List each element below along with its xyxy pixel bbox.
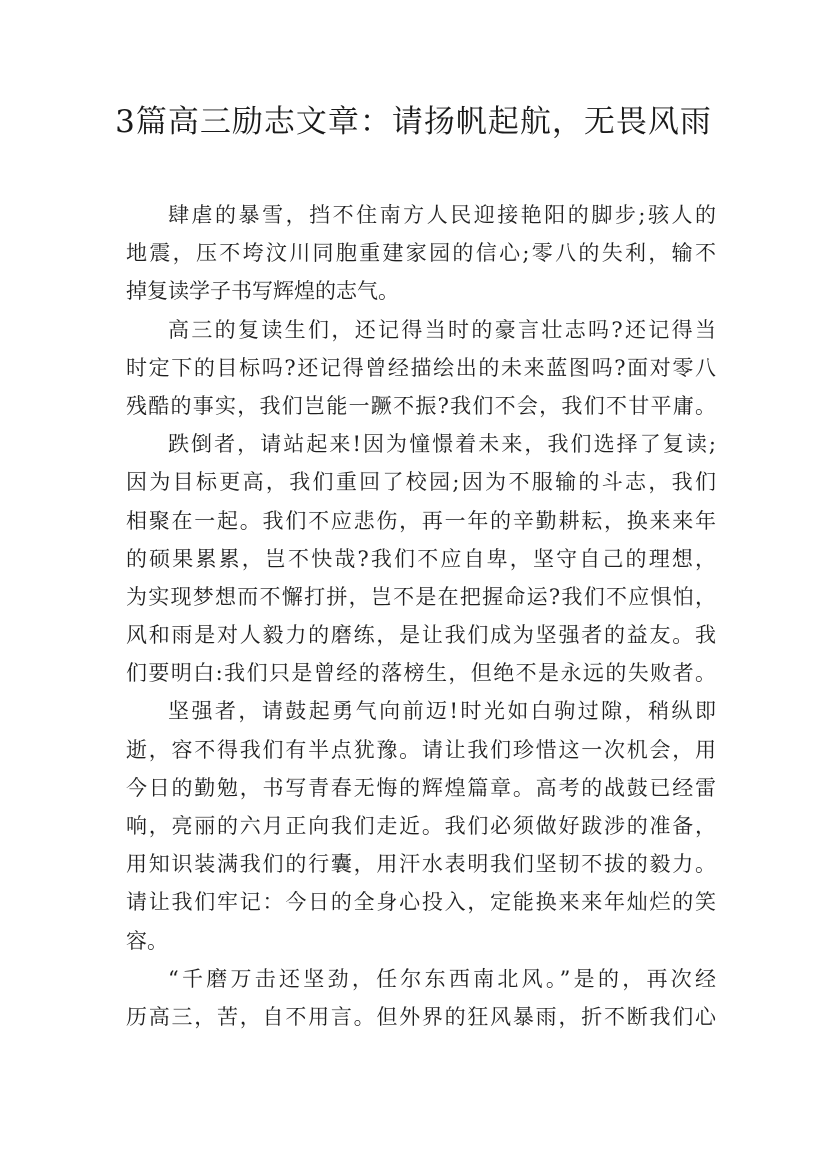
text-line: 地震，压不垮汶川同胞重建家园的信心;零八的失利，输不 bbox=[126, 241, 716, 266]
text-line: 坚强者，请鼓起勇气向前迈!时光如白驹过隙，稍纵即 bbox=[168, 699, 716, 724]
text-line: 用知识装满我们的行囊，用汗水表明我们坚韧不拔的毅力。 bbox=[126, 852, 716, 877]
text-line: 为实现梦想而不懈打拼，岂不是在把握命运?我们不应惧怕， bbox=[126, 584, 716, 609]
paragraph-1 bbox=[126, 196, 716, 311]
text-line: 请让我们牢记：今日的全身心投入，定能换来来年灿烂的笑 bbox=[126, 890, 716, 915]
text-line: 时定下的目标吗?还记得曾经描绘出的未来蓝图吗?面对零八 bbox=[126, 355, 716, 380]
paragraph-2 bbox=[126, 311, 716, 426]
paragraph-5 bbox=[126, 960, 716, 1036]
paragraph-4 bbox=[126, 692, 716, 959]
text-line: 掉复读学子书写辉煌的志气。 bbox=[126, 279, 399, 304]
text-line: 响，亮丽的六月正向我们走近。我们必须做好跋涉的准备， bbox=[126, 814, 716, 838]
article-body bbox=[126, 196, 716, 1036]
text-line: 们要明白:我们只是曾经的落榜生，但绝不是永远的失败者。 bbox=[126, 661, 716, 686]
text-line: 高三的复读生们，还记得当时的豪言壮志吗?还记得当 bbox=[168, 317, 716, 342]
text-line: 容。 bbox=[126, 928, 168, 953]
text-line: 相聚在一起。我们不应悲伤，再一年的辛勤耕耘，换来来年 bbox=[126, 508, 716, 533]
text-line: 因为目标更高，我们重回了校园;因为不服输的斗志，我们 bbox=[126, 470, 716, 495]
text-line: 肆虐的暴雪，挡不住南方人民迎接艳阳的脚步;骇人的 bbox=[168, 203, 716, 227]
text-line: 跌倒者，请站起来!因为憧憬着未来，我们选择了复读; bbox=[168, 432, 716, 457]
text-line: 风和雨是对人毅力的磨练，是让我们成为坚强者的益友。我 bbox=[126, 623, 716, 648]
text-line: 的硕果累累，岂不快哉?我们不应自卑，坚守自己的理想， bbox=[126, 546, 716, 571]
text-line: 残酷的事实，我们岂能一蹶不振?我们不会，我们不甘平庸。 bbox=[126, 393, 716, 418]
paragraph-3 bbox=[126, 425, 716, 692]
text-line: 历高三，苦，自不用言。但外界的狂风暴雨，折不断我们心 bbox=[126, 1004, 716, 1029]
text-line: “千磨万击还坚劲，任尔东西南北风。”是的，再次经 bbox=[168, 966, 716, 991]
page-title: 3篇高三励志文章：请扬帆起航，无畏风雨 bbox=[115, 104, 712, 140]
text-line: 今日的勤勉，书写青春无悔的辉煌篇章。高考的战鼓已经雷 bbox=[126, 775, 716, 800]
text-line: 逝，容不得我们有半点犹豫。请让我们珍惜这一次机会，用 bbox=[126, 737, 716, 762]
